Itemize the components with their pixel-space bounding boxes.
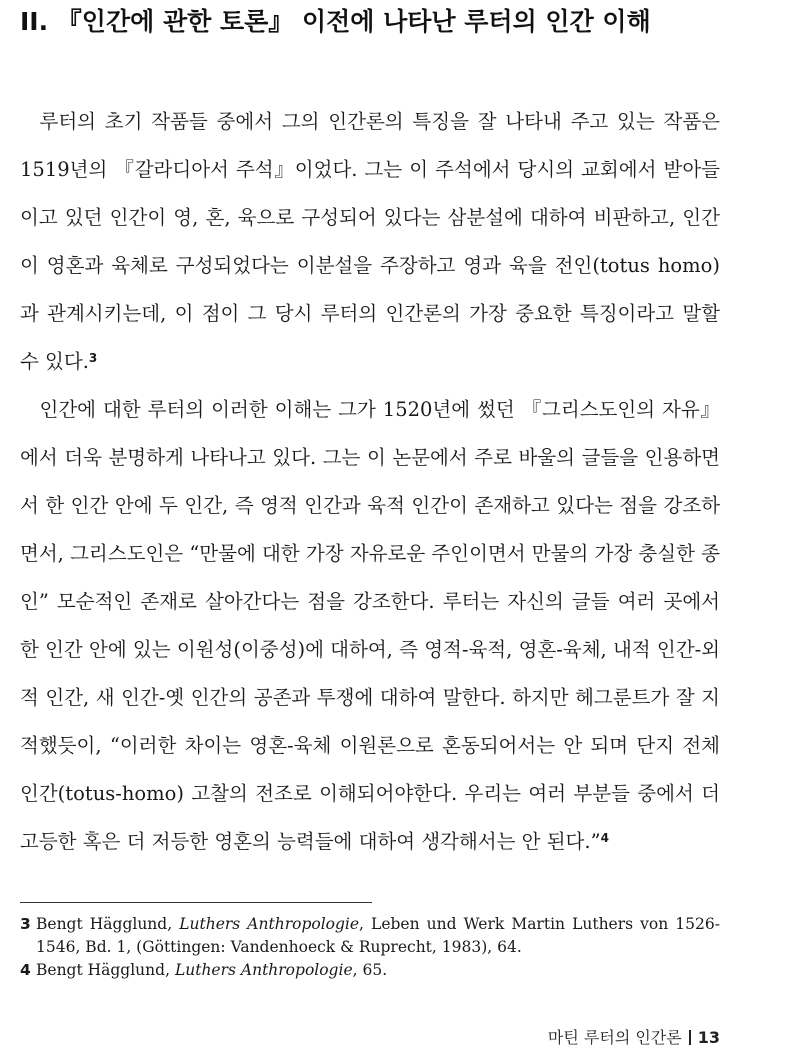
- footnotes: [20, 913, 720, 982]
- footnote: [20, 959, 720, 982]
- page-footer: [548, 1027, 720, 1049]
- footnote-author: Bengt Hägglund,: [36, 915, 180, 933]
- section-heading: II. 『인간에 관한 토론』 이전에 나타난 루터의 인간 이해: [20, 7, 651, 36]
- footnote-ref[interactable]: 4: [600, 831, 609, 845]
- paragraph-text: 인간에 대한 루터의 이러한 이해는 그가 1520년에 썼던 『그리스도인의 자유』에서 더욱 분명하게 나타나고 있다. 그는 이 논문에서 주로 바울의 글들을 인용하면서 한 인간 안에 두 인간, 즉 영적 인간과 육적 인간이 존재하고 있다는 점을 강조하면서, 그리스도인은 “만물에 대한 가장 자유로운 주인이면서 만물의 가장 충실한 종인” 모순적인 존재로 살아간다는 점을 강조한다. 루터는 자신의 글들 여러 곳에서 한 인간 안에 있는 이원성(이중성)에 대하여, 즉 영적-육적, 영혼-육체, 내적 인간-외적 인간, 새 인간-옛 인간의 공존과 투쟁에 대하여 말한다. 하지만 헤그룬트가 잘 지적했듯이, “이러한 차이는 영혼-육체 이원론으로 혼동되어서는 안 되며 단지 전체 인간(totus-homo) 고찰의 전조로 이해되어야한다. 우리는 여러 부분들 중에서 더 고등한 혹은 더 저등한 영혼의 능력들에 대하여 생각해서는 안 된다.”: [20, 398, 720, 853]
- footnote-book-title: Luthers Anthropologie: [174, 961, 353, 979]
- paragraph-text: 루터의 초기 작품들 중에서 그의 인간론의 특징을 잘 나타내 주고 있는 작품은 1519년의 『갈라디아서 주석』이었다. 그는 이 주석에서 당시의 교회에서 받아들이고 있던 인간이 영, 혼, 육으로 구성되어 있다는 삼분설에 대하여 비판하고, 인간이 영혼과 육체로 구성되었다는 이분설을 주장하고 영과 육을 전인(totus homo)과 관계시키는데, 이 점이 그 당시 루터의 인간론의 가장 중요한 특징이라고 말할 수 있다.: [20, 110, 720, 373]
- footnote-ref[interactable]: 3: [88, 351, 98, 365]
- body-text: [20, 98, 720, 866]
- paragraph: [20, 386, 720, 866]
- footnote-details: , 65.: [352, 961, 388, 979]
- footnote-details: , Leben und Werk Martin Luthers von 1526-1546, Bd. 1, (Göttingen: Vandenhoeck & Ruprecht, 1983), 64.: [36, 915, 720, 956]
- page-number: 13: [697, 1028, 720, 1047]
- paragraph: [20, 98, 720, 386]
- footnote: [20, 913, 720, 959]
- footnote-number: 4: [20, 961, 31, 979]
- footnote-number: 3: [20, 915, 31, 933]
- running-title: 마틴 루터의 인간론: [547, 1028, 682, 1047]
- footnote-book-title: Luthers Anthropologie: [179, 915, 360, 933]
- footer-separator: [689, 1030, 691, 1045]
- footnote-divider: [20, 902, 372, 903]
- footnote-author: Bengt Hägglund,: [36, 961, 175, 979]
